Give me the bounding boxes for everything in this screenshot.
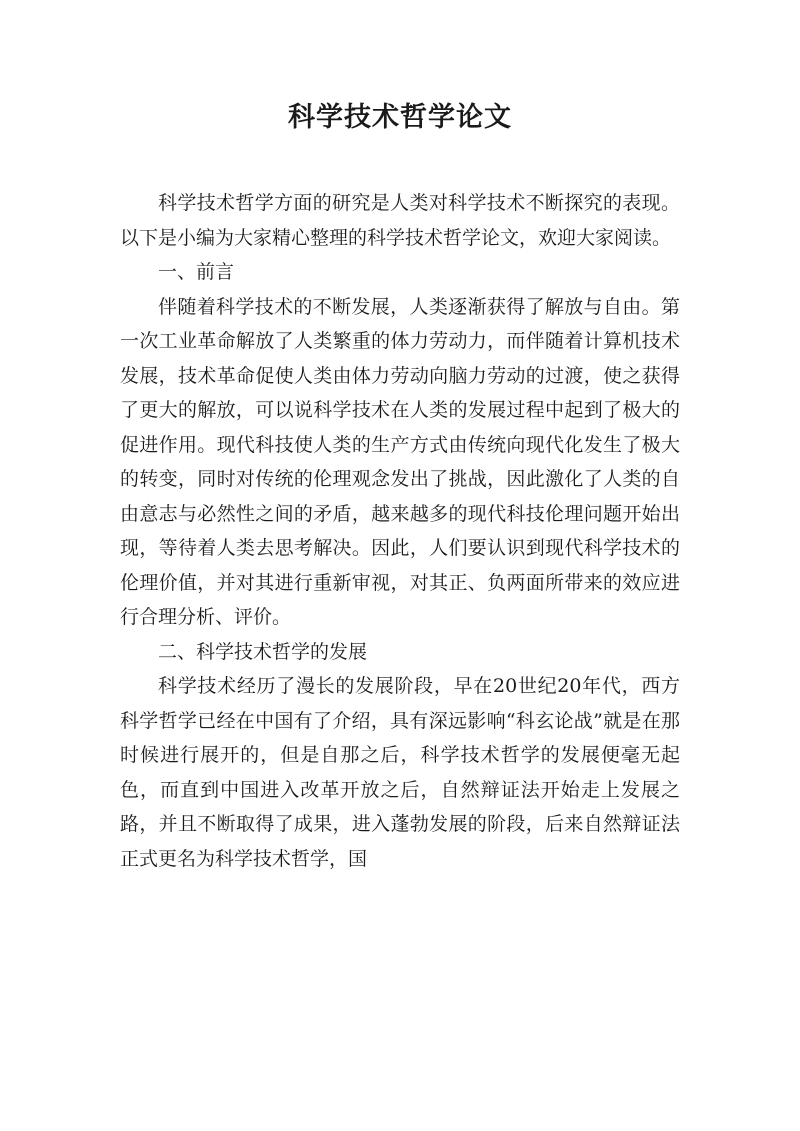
development-paragraph: 科学技术经历了漫长的发展阶段，早在20世纪20年代，西方科学哲学已经在中国有了介绍，具有深远影响“科玄论战”就是在那时候进行展开的，但是自那之后，科学技术哲学的发展便毫无起色，而直到中国进入改革开放之后，自然辩证法开始走上发展之路，并且不断取得了成果，进入蓬勃发展的阶段，后来自然辩证法正式更名为科学技术哲学，国 [120, 675, 680, 870]
document-title: 科学技术哲学论文 [288, 102, 512, 133]
preface-paragraph: 伴随着科学技术的不断发展，人类逐渐获得了解放与自由。第一次工业革命解放了人类繁重的体力劳动力，而伴随着计算机技术发展，技术革命促使人类由体力劳动向脑力劳动的过渡，使之获得了更大的解放，可以说科学技术在人类的发展过程中起到了极大的促进作用。现代科技使人类的生产方式由传统向现代化发生了极大的转变，同时对传统的伦理观念发出了挑战，因此激化了人类的自由意志与必然性之间的矛盾，越来越多的现代科技伦理问题开始出现，等待着人类去思考解决。因此，人们要认识到现代科学技术的伦理价值，并对其进行重新审视，对其正、负两面所带来的效应进行合理分析、评价。 [120, 295, 680, 628]
section-heading-preface: 一、前言 [158, 261, 235, 283]
intro-paragraph: 科学技术哲学方面的研究是人类对科学技术不断探究的表现。以下是小编为大家精心整理的科学技术哲学论文，欢迎大家阅读。 [120, 192, 680, 249]
document-body [120, 186, 680, 876]
section-heading-development: 二、科学技术哲学的发展 [158, 640, 368, 663]
